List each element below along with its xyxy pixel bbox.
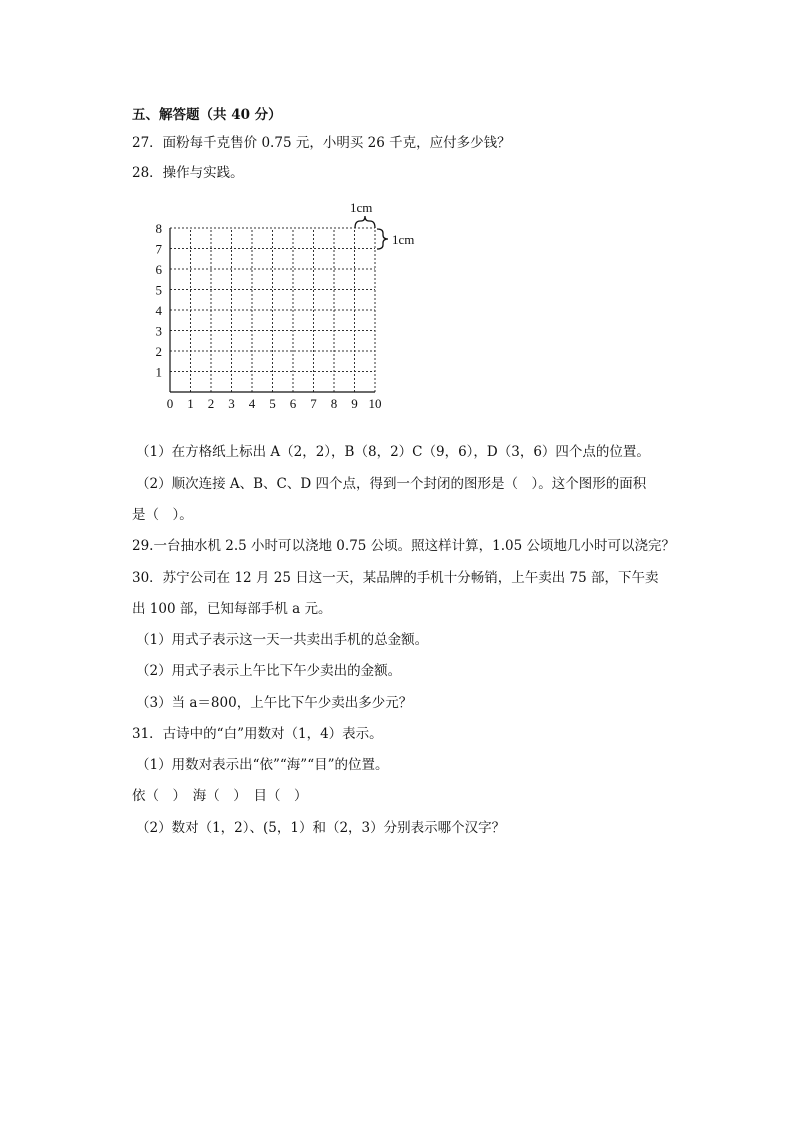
question-29: 29.一台抽水机 2.5 小时可以浇地 0.75 公顷。照这样计算，1.05 公顷地几小时可以浇完？ (132, 538, 676, 554)
question-27: 27．面粉每千克售价 0.75 元，小明买 26 千克，应付多少钱？ (132, 135, 511, 151)
question-31-part-2: （2）数对（1，2）、(5，1）和（2，3）分别表示哪个汉字？ (136, 820, 506, 836)
question-28-part-1: （1）在方格纸上标出 A（2，2），B（8，2）C（9，6），D（3，6）四个点的位置。 (136, 444, 650, 460)
question-30-part-1: （1）用式子表示这一天一共卖出手机的总金额。 (136, 632, 429, 648)
x-tick-label: 6 (289, 396, 297, 411)
y-tick-label: 2 (155, 344, 162, 359)
y-tick-label: 4 (155, 303, 162, 318)
question-31-blanks: 依（ ） 海（ ） 目（ ） (132, 788, 308, 804)
question-30-line-1: 30．苏宁公司在 12 月 25 日这一天，某品牌的手机十分畅销，上午卖出 75 部，下午卖 (132, 570, 659, 586)
x-tick-label: 3 (228, 396, 235, 411)
y-tick-label: 8 (155, 221, 162, 236)
y-tick-label: 7 (155, 241, 162, 257)
x-tick-label: 9 (351, 396, 358, 411)
section-heading: 五、解答题（共 40 分） (132, 107, 282, 123)
unit-brace-top (355, 216, 375, 228)
unit-label-right: 1cm (392, 232, 415, 247)
x-tick-label: 1 (187, 396, 194, 411)
question-30-part-3: （3）当 a＝800，上午比下午少卖出多少元？ (136, 695, 413, 711)
coordinate-grid (140, 195, 440, 415)
y-tick-label: 6 (155, 262, 162, 277)
x-tick-label: 10 (368, 396, 382, 411)
x-tick-label: 7 (310, 396, 317, 411)
x-tick-label: 0 (166, 396, 174, 411)
question-31-part-1: （1）用数对表示出“依”“海”“目”的位置。 (136, 757, 389, 773)
x-tick-label: 2 (207, 396, 215, 411)
y-tick-label: 3 (155, 323, 162, 339)
unit-label-top: 1cm (350, 200, 373, 215)
x-tick-label: 8 (330, 396, 338, 411)
unit-brace-right (377, 229, 388, 249)
question-31-line-1: 31．古诗中的“白”用数对（1，4）表示。 (132, 726, 383, 742)
x-tick-label: 4 (248, 396, 256, 411)
question-28-part-2b: 是（ ）。 (132, 507, 193, 523)
y-tick-label: 5 (155, 282, 162, 298)
question-28-part-2a: （2）顺次连接 A、B、C、D 四个点，得到一个封闭的图形是（ ）。这个图形的面积 (136, 476, 647, 492)
y-tick-label: 1 (155, 364, 162, 380)
question-28-title: 28．操作与实践。 (132, 165, 244, 181)
x-tick-label: 5 (269, 396, 276, 411)
question-30-part-2: （2）用式子表示上午比下午少卖出的金额。 (136, 663, 402, 679)
question-30-line-2: 出 100 部，已知每部手机 a 元。 (132, 601, 332, 617)
